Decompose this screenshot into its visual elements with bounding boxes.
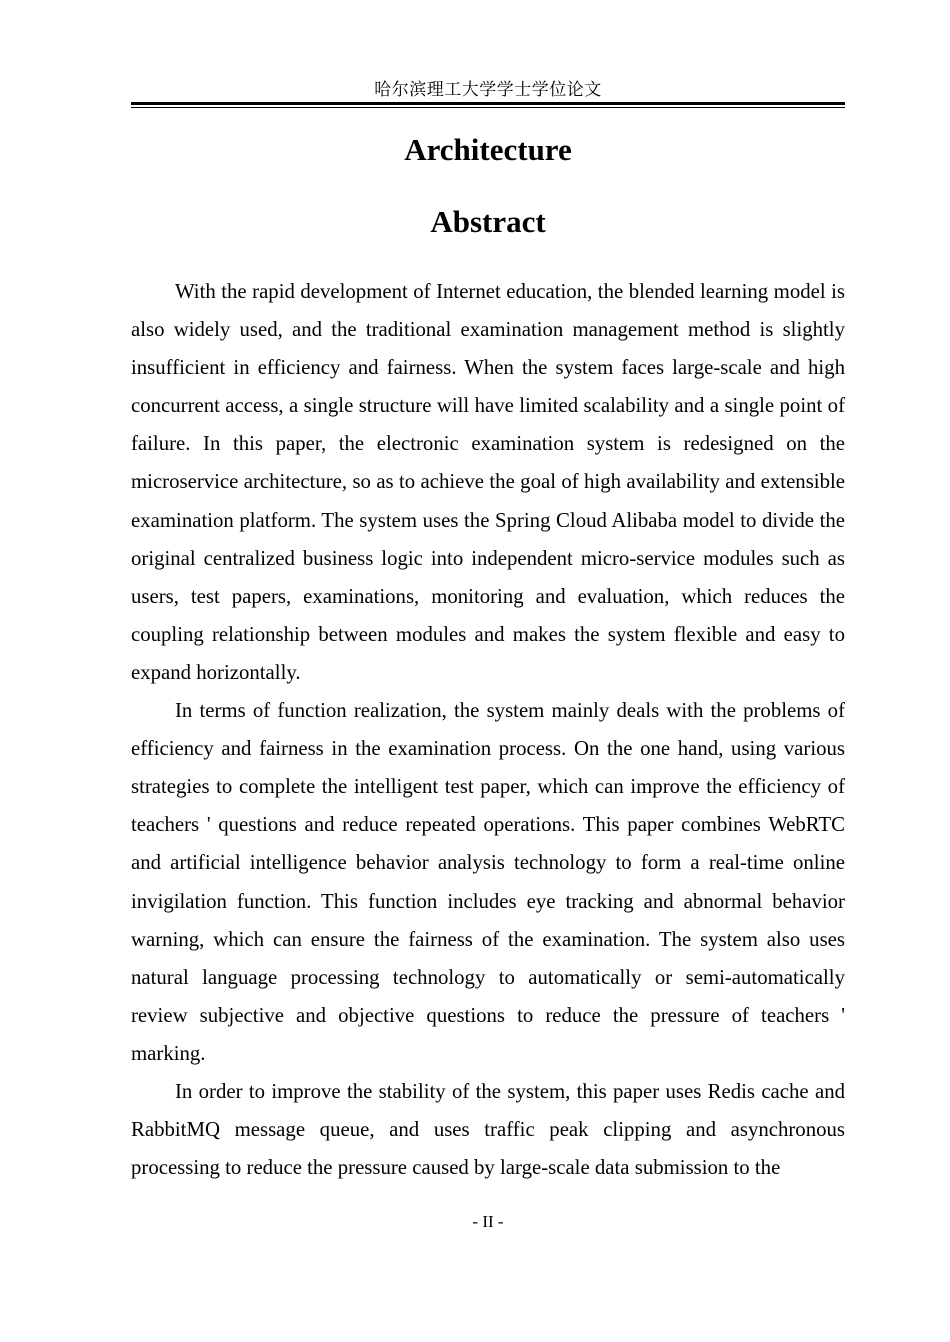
running-header: 哈尔滨理工大学学士学位论文 xyxy=(374,80,602,100)
paragraph-3: In order to improve the stability of the system, this paper uses Redis cache and RabbitMQ message queue, and uses traffic peak clipping and asynchronous processing to reduce the pressure caused by large-scale data submission to the xyxy=(131,1079,845,1180)
header-rule-thick xyxy=(131,102,845,105)
header-rule-thin xyxy=(131,107,845,108)
page-number: - II - xyxy=(472,1212,504,1231)
paragraph-2: In terms of function realization, the system mainly deals with the problems of efficiency and fairness in the examination process. On the one hand, using various strategies to complete the intelligent test paper, which can improve the efficiency of teachers ' questions and reduce repeated operations. This paper combines WebRTC and artificial intelligence behavior analysis technology to form a real-time online invigilation function. This function includes eye tracking and abnormal behavior warning, which can ensure the fairness of the examination. The system also uses natural language processing technology to automatically or semi-automatically review subjective and objective questions to reduce the pressure of teachers ' marking. xyxy=(131,699,845,1065)
title-architecture: Architecture xyxy=(404,132,572,167)
title-abstract: Abstract xyxy=(430,204,546,239)
paragraph-1: With the rapid development of Internet education, the blended learning model is also widely used, and the traditional examination management method is slightly insufficient in efficiency and fairness. When the system faces large-scale and high concurrent access, a single structure will have limited scalability and a single point of failure. In this paper, the electronic examination system is redesigned on the microservice architecture, so as to achieve the goal of high availability and extensible examination platform. The system uses the Spring Cloud Alibaba model to divide the original centralized business logic into independent micro-service modules such as users, test papers, examinations, monitoring and evaluation, which reduces the coupling relationship between modules and makes the system flexible and easy to expand horizontally. xyxy=(131,280,845,684)
abstract-body xyxy=(131,273,845,1187)
